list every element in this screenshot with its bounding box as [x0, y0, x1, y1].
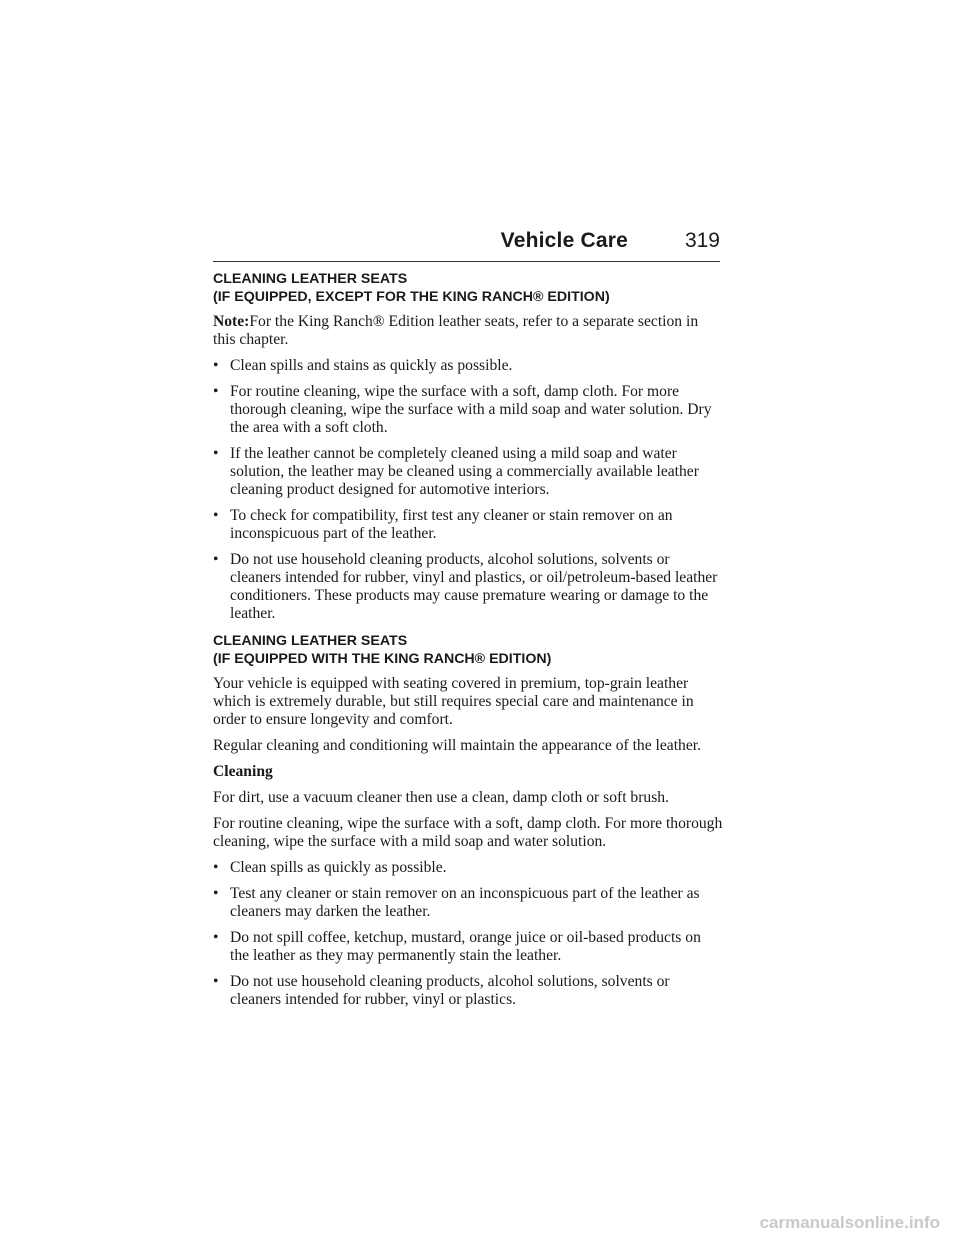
list-item-text: Test any cleaner or stain remover on an inconspicuous part of the leather as cleaners may darken the leather.: [230, 885, 700, 920]
note-paragraph: [213, 313, 723, 349]
page-number: 319: [684, 229, 720, 252]
page-header: [213, 225, 720, 262]
list-item-text: For routine cleaning, wipe the surface with a soft, damp cloth. For more thorough cleaning, wipe the surface with a mild soap and water solution. Dry the area with a soft cloth.: [230, 383, 712, 436]
heading-line-1: CLEANING LEATHER SEATS: [213, 633, 408, 649]
bullet-list: [213, 357, 723, 623]
bullet-icon: •: [213, 551, 219, 568]
note-text: For the King Ranch® Edition leather seats, refer to a separate section in this chapter.: [213, 313, 699, 348]
section-heading: [213, 271, 723, 306]
bullet-icon: •: [213, 383, 219, 400]
list-item: [213, 973, 723, 1009]
list-item: [213, 859, 723, 877]
bullet-icon: •: [213, 357, 219, 374]
body-paragraph: Your vehicle is equipped with seating covered in premium, top-grain leather which is extremely durable, but still requires special care and maintenance in order to ensure longevity and comfort.: [213, 675, 694, 728]
list-item: [213, 445, 723, 499]
heading-line-2: (IF EQUIPPED WITH THE KING RANCH® EDITION): [213, 650, 552, 667]
list-item: [213, 885, 723, 921]
watermark-text: carmanualsonline.info: [759, 1213, 940, 1232]
list-item: [213, 551, 723, 623]
section-cleaning-leather-seats-king-ranch: [213, 633, 723, 1009]
body-paragraph: For routine cleaning, wipe the surface with a soft, damp cloth. For more thorough cleaning, wipe the surface with a mild soap and water solution.: [213, 815, 723, 850]
heading-line-2: (IF EQUIPPED, EXCEPT FOR THE KING RANCH® EDITION): [213, 288, 610, 305]
body-paragraph: For dirt, use a vacuum cleaner then use a clean, damp cloth or soft brush.: [213, 789, 669, 806]
list-item: [213, 929, 723, 965]
body-paragraph: Regular cleaning and conditioning will maintain the appearance of the leather.: [213, 737, 701, 754]
list-item-text: To check for compatibility, first test any cleaner or stain remover on an inconspicuous part of the leather.: [230, 507, 673, 542]
list-item-text: Do not spill coffee, ketchup, mustard, orange juice or oil-based products on the leather as they may permanently stain the leather.: [230, 929, 701, 964]
list-item: [213, 357, 723, 375]
section-cleaning-leather-seats: [213, 271, 723, 623]
chapter-title: Vehicle Care: [500, 229, 628, 252]
list-item-text: Do not use household cleaning products, alcohol solutions, solvents or cleaners intended for rubber, vinyl or plastics.: [230, 973, 670, 1008]
list-item-text: Clean spills and stains as quickly as possible.: [230, 357, 513, 374]
page-content: [213, 271, 723, 1017]
bullet-icon: •: [213, 973, 219, 990]
list-item-text: Do not use household cleaning products, alcohol solutions, solvents or cleaners intended for rubber, vinyl and plastics, or oil/petroleum-based leather conditioners. These products may cause premature wearing or damage to the leather.: [230, 551, 718, 622]
list-item-text: Clean spills as quickly as possible.: [230, 859, 447, 876]
list-item: [213, 383, 723, 437]
subheading-cleaning: Cleaning: [213, 763, 273, 780]
heading-line-1: CLEANING LEATHER SEATS: [213, 271, 408, 287]
bullet-icon: •: [213, 507, 219, 524]
bullet-icon: •: [213, 445, 219, 462]
list-item: [213, 507, 723, 543]
section-heading: [213, 633, 723, 668]
bullet-icon: •: [213, 885, 219, 902]
list-item-text: If the leather cannot be completely cleaned using a mild soap and water solution, the leather may be cleaned using a commercially available leather cleaning product designed for automotive interiors.: [230, 445, 699, 498]
note-label: Note:: [213, 313, 250, 330]
bullet-icon: •: [213, 859, 219, 876]
bullet-list: [213, 859, 723, 1009]
bullet-icon: •: [213, 929, 219, 946]
